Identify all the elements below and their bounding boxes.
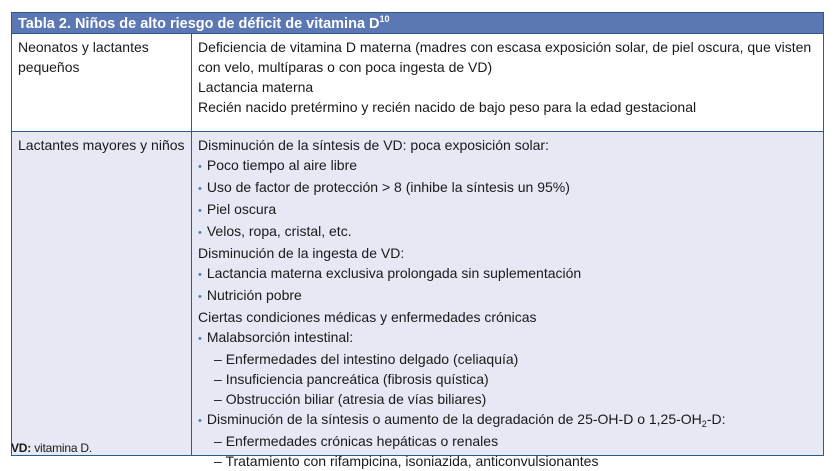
risk-factors-cell (192, 34, 823, 131)
footnote-text: vitamina D. (31, 441, 93, 455)
risk-item: Lactancia materna (198, 79, 314, 95)
risk-table (11, 12, 824, 469)
bullet-item: • Lactancia materna exclusiva prolongada sin suplementación (198, 263, 817, 285)
bullet-item: • Poco tiempo al aire libre (198, 155, 817, 177)
reference-superscript: 10 (379, 14, 390, 24)
dash-item: – Insuficiencia pancreática (fibrosis quística) (198, 369, 817, 389)
dash-item: – Obstrucción biliar (atresia de vías biliares) (198, 389, 817, 409)
subscript: 2 (701, 419, 707, 429)
section-heading: Disminución de la síntesis de VD: poca exposición solar: (198, 137, 549, 153)
bullet-item: • Velos, ropa, cristal, etc. (198, 221, 817, 243)
group-label: Lactantes mayores y niños (12, 132, 192, 455)
bullet-item: • Nutrición pobre (198, 285, 817, 307)
footnote (11, 441, 92, 455)
bullet-item (198, 409, 817, 431)
dash-item: – Tratamiento con rifampicina, isoniazida, anticonvulsionantes (198, 451, 817, 471)
table-row-neonates (12, 34, 823, 132)
section-heading: Ciertas condiciones médicas y enfermedades crónicas (198, 309, 537, 325)
risk-item: Recién nacido pretérmino y recién nacido de bajo peso para la edad gestacional (198, 99, 697, 115)
bullet-item: • Piel oscura (198, 199, 817, 221)
dash-item: – Enfermedades del intestino delgado (celiaquía) (198, 349, 817, 369)
table-row-older-children (12, 132, 823, 469)
risk-item: Deficiencia de vitamina D materna (madres con escasa exposición solar, de piel oscura, que visten con velo, multíparas o con poca ingesta de VD) (198, 39, 812, 75)
table-title (12, 13, 823, 34)
bullet-item: • Malabsorción intestinal: (198, 327, 817, 349)
bullet-text-suffix: -D: (706, 411, 726, 427)
bullet-text: Disminución de la síntesis o aumento de la degradación de 25-OH-D o 1,25-OH (206, 411, 702, 427)
footnote-abbr: VD: (11, 441, 32, 455)
risk-factors-cell (192, 132, 823, 469)
dash-item: – Enfermedades crónicas hepáticas o renales (198, 431, 817, 451)
group-label: Neonatos y lactantes pequeños (12, 34, 192, 131)
table-title-text: Tabla 2. Niños de alto riesgo de déficit de vitamina D (18, 16, 380, 32)
bullet-item: • Uso de factor de protección > 8 (inhibe la síntesis un 95%) (198, 177, 817, 199)
section-heading: Disminución de la ingesta de VD: (198, 245, 405, 261)
